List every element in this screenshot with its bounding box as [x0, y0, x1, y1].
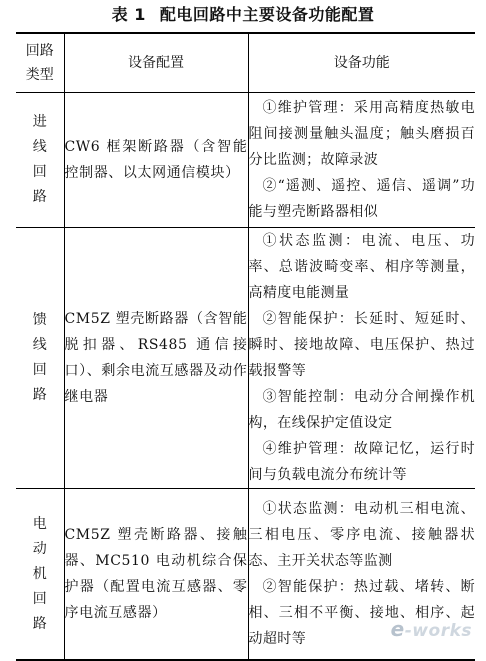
equipment-config-cell: CW6 框架断路器（含智能控制器、以太网通信模块） [64, 93, 248, 228]
circuit-type-char: 路 [32, 387, 47, 403]
function-item: ①状态监测：电流、电压、功率、总谐波畸变率、相序等测量，高精度电能测量 [248, 233, 475, 301]
circuit-type-char: 线 [32, 337, 47, 353]
circuit-type-char: 回 [32, 590, 47, 607]
circuit-type-motor [16, 489, 64, 661]
circuit-type-char: 路 [32, 189, 47, 205]
equipment-function-cell [248, 228, 475, 489]
function-item: ②“遥测、遥控、遥信、遥调”功能与塑壳断路器相似 [248, 178, 475, 220]
header-equipment-function: 设备功能 [248, 33, 475, 93]
circuit-type-feeder [16, 228, 64, 489]
circuit-type-char: 线 [32, 139, 47, 155]
header-circuit-type-line-2: 类型 [25, 67, 54, 83]
equipment-config-cell: CM5Z 塑壳断路器、接触器、MC510 电动机综合保护器（配置电流互感器、零序电流互感器） [64, 489, 248, 661]
function-item: ①状态监测：电动机三相电流、三相电压、零序电流、接触器状态、主开关状态等监测 [248, 501, 475, 569]
header-circuit-type [16, 33, 64, 93]
table-title: 配电回路中主要设备功能配置 [159, 5, 375, 24]
function-item: ②智能保护：热过载、堵转、断相、三相不平衡、接地、相序、起动超时等 [248, 579, 475, 647]
circuit-type-char: 进 [32, 114, 47, 130]
circuit-type-char: 回 [32, 164, 47, 180]
header-equipment-config: 设备配置 [64, 33, 248, 93]
table-number: 表 1 [111, 5, 146, 24]
watermark-text: -works [404, 621, 472, 641]
table-row-incoming-circuit [16, 93, 475, 228]
header-circuit-type-line-1: 回路 [25, 43, 54, 59]
watermark-prefix: e [390, 617, 405, 641]
equipment-config-cell: CM5Z 塑壳断路器（含智能脱扣器、RS485 通信接口）、剩余电流互感器及动作继电器 [64, 228, 248, 489]
circuit-type-char: 馈 [32, 312, 47, 328]
circuit-type-char: 电 [32, 515, 47, 532]
circuit-type-char: 路 [32, 615, 47, 632]
circuit-type-char: 回 [32, 362, 47, 378]
circuit-type-char: 动 [32, 540, 47, 557]
e-works-watermark [391, 617, 472, 641]
function-item: ①维护管理：采用高精度热敏电阻间接测量触头温度；触头磨损百分比监测；故障录波 [248, 100, 475, 168]
table-header-row [16, 33, 475, 93]
function-config-table [16, 32, 475, 661]
circuit-type-incoming [16, 93, 64, 228]
function-item: ②智能保护：长延时、短延时、瞬时、接地故障、电压保护、热过载报警等 [248, 311, 475, 379]
function-item: ③智能控制：电动分合闸操作机构，在线保护定值设定 [248, 389, 475, 431]
circuit-type-char: 机 [32, 565, 47, 582]
function-item: ④维护管理：故障记忆，运行时间与负载电流分布统计等 [248, 441, 475, 483]
equipment-function-cell [248, 93, 475, 228]
table-caption [0, 4, 486, 26]
table-row-feeder-circuit [16, 228, 475, 489]
